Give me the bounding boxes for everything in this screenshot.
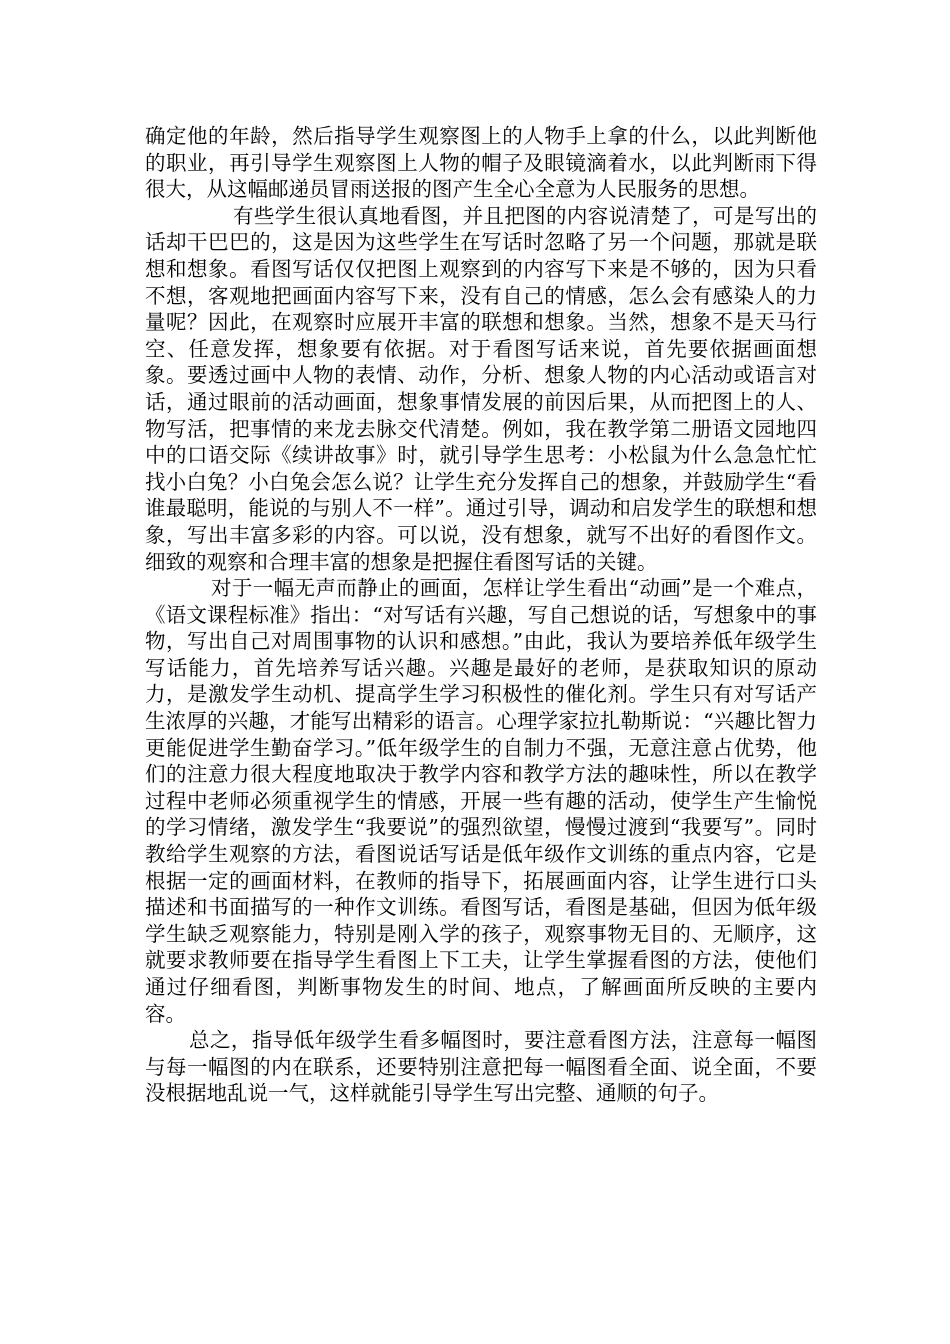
paragraph-continuation: 确定他的年龄，然后指导学生观察图上的人物手上拿的什么，以此判断他的职业，再引导学生观察图上人物的帽子及眼镜滴着水，以此判断雨下得很大，从这幅邮递员冒雨送报的图产生全心全意为人民服务的思想。: [145, 124, 817, 202]
paragraph-interest: 对于一幅无声而静止的画面，怎样让学生看出“动画”是一个难点，《语文课程标准》指出：“对写话有兴趣，写自己想说的话，写想象中的事物，写出自己对周围事物的认识和感想。”由此，我认为要培养低年级学生写话能力，首先培养写话兴趣。兴趣是最好的老师，是获取知识的原动力，是激发学生动机、提高学生学习积极性的催化剂。学生只有对写话产生浓厚的兴趣，才能写出精彩的语言。心理学家拉扎勒斯说：“兴趣比智力更能促进学生勤奋学习。”低年级学生的自制力不强，无意注意占优势，他们的注意力很大程度地取决于教学内容和教学方法的趣味性，所以在教学过程中老师必须重视学生的情感，开展一些有趣的活动，使学生产生愉悦的学习情绪，激发学生“我要说”的强烈欲望，慢慢过渡到“我要写”。同时教给学生观察的方法，看图说话写话是低年级作文训练的重点内容，它是根据一定的画面材料，在教师的指导下，拓展画面内容，让学生进行口头描述和书面描写的一种作文训练。看图写话，看图是基础，但因为低年级学生缺乏观察能力，特别是刚入学的孩子，观察事物无目的、无顺序，这就要求教师要在指导学生看图上下工夫，让学生掌握看图的方法，使他们通过仔细看图，判断事物发生的时间、地点，了解画面所反映的主要内容。: [145, 576, 817, 1026]
body-text: [145, 123, 817, 1107]
paragraph-imagination: 有些学生很认真地看图，并且把图的内容说清楚了，可是写出的话却干巴巴的，这是因为这些学生在写话时忽略了另一个问题，那就是联想和想象。看图写话仅仅把图上观察到的内容写下来是不够的，因为只看不想，客观地把画面内容写下来，没有自己的情感，怎么会有感染人的力量呢？因此，在观察时应展开丰富的联想和想象。当然，想象不是天马行空、任意发挥，想象要有依据。对于看图写话来说，首先要依据画面想象。要透过画中人物的表情、动作，分析、想象人物的内心活动或语言对话，通过眼前的活动画面，想象事情发展的前因后果，从而把图上的人、物写活，把事情的来龙去脉交代清楚。例如，我在教学第二册语文园地四中的口语交际《续讲故事》时，就引导学生思考：小松鼠为什么急急忙忙找小白兔？小白兔会怎么说？让学生充分发挥自己的想象，并鼓励学生“看谁最聪明，能说的与别人不一样”。通过引导，调动和启发学生的联想和想象，写出丰富多彩的内容。可以说，没有想象，就写不出好的看图作文。细致的观察和合理丰富的想象是把握住看图写话的关键。: [145, 203, 817, 574]
paragraph-conclusion: 总之，指导低年级学生看多幅图时，要注意看图方法，注意每一幅图与每一幅图的内在联系，还要特别注意把每一幅图看全面、说全面，不要没根据地乱说一气，这样就能引导学生写出完整、通顺的句子。: [145, 1028, 817, 1106]
